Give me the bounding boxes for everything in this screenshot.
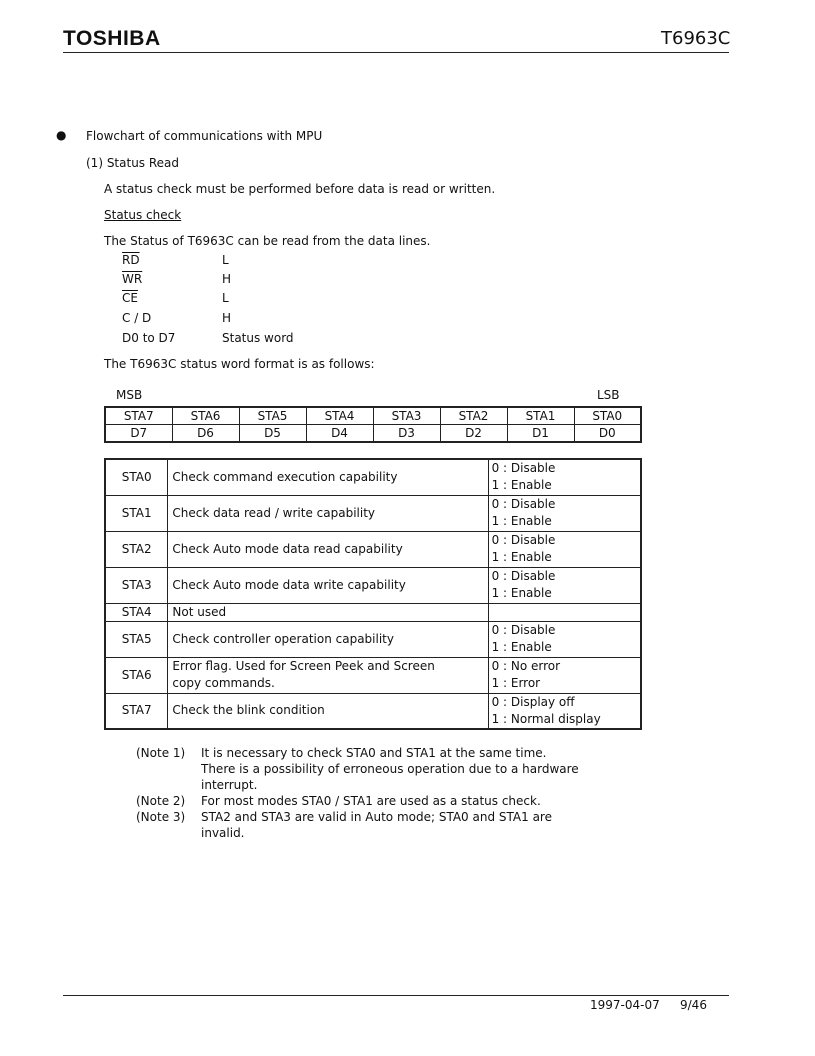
flag-description xyxy=(168,657,488,693)
flag-value-0: 0 : Disable xyxy=(491,569,556,583)
part-number: T6963C xyxy=(661,28,731,49)
word-cell-d3: D3 xyxy=(373,425,440,443)
flag-value-1: 1 : Enable xyxy=(491,640,552,654)
signal-name-wr: $\overline{WR}$ xyxy=(122,272,143,286)
word-cell-d5: D5 xyxy=(239,425,306,443)
flag-value-1: 1 : Enable xyxy=(491,478,552,493)
flag-value-0: 0 : Display off xyxy=(491,694,575,709)
flag-values xyxy=(488,459,641,495)
footer-page-number: 9/46 xyxy=(680,998,707,1012)
status-flags-table xyxy=(104,458,642,730)
note-1-line-2: There is a possibility of erroneous operation due to a hardware xyxy=(201,762,579,776)
note-3-line-2: invalid. xyxy=(201,826,245,840)
flag-name: STA7 xyxy=(105,693,168,729)
flag-value-0: 0 : Disable xyxy=(491,461,556,476)
flag-name: STA3 xyxy=(105,567,168,603)
flag-value-1: 1 : Normal display xyxy=(491,711,601,726)
flag-description: Check Auto mode data read capability xyxy=(168,531,488,567)
flag-values xyxy=(488,567,641,603)
word-cell-sta4: STA4 xyxy=(306,407,373,425)
status-check-heading: Status check xyxy=(104,208,182,222)
status-lines-intro: The Status of T6963C can be read from the data lines. xyxy=(104,234,431,248)
flag-description: Check the blink condition xyxy=(168,693,488,729)
lsb-label: LSB xyxy=(597,388,620,402)
flag-value-0: 0 : Disable xyxy=(491,533,556,547)
signal-name-data: D0 to D7 xyxy=(122,331,176,345)
status-word-sta-row xyxy=(105,407,641,425)
signal-value-cd: H xyxy=(222,311,232,325)
word-cell-sta3: STA3 xyxy=(373,407,440,425)
flag-values xyxy=(488,495,641,531)
status-word-table xyxy=(104,406,642,443)
flag-values xyxy=(488,693,641,729)
signal-value-rd: L xyxy=(222,253,229,267)
table-row xyxy=(105,459,641,495)
flag-name: STA6 xyxy=(105,657,168,693)
flag-description: Check controller operation capability xyxy=(168,621,488,657)
msb-label: MSB xyxy=(116,388,143,402)
format-intro: The T6963C status word format is as follows: xyxy=(104,357,375,371)
footer-date: 1997-04-07 xyxy=(590,998,660,1012)
flag-description-line: Error flag. Used for Screen Peek and Screen xyxy=(172,659,435,673)
brand-logo-text: TOSHIBA xyxy=(63,27,161,50)
flag-values xyxy=(488,603,641,621)
signal-name-rd: $\overline{RD}$ xyxy=(122,253,140,267)
word-cell-d4: D4 xyxy=(306,425,373,443)
table-row xyxy=(105,693,641,729)
flag-value-1: 1 : Error xyxy=(491,676,541,690)
table-row xyxy=(105,531,641,567)
header-divider xyxy=(63,52,729,53)
table-row xyxy=(105,657,641,693)
word-cell-d1: D1 xyxy=(507,425,574,443)
flag-value-0: 0 : No error xyxy=(491,659,561,673)
note-3-line-1: STA2 and STA3 are valid in Auto mode; STA0 and STA1 are xyxy=(201,810,552,824)
flag-value-1: 1 : Enable xyxy=(491,586,552,600)
signal-name-ce: $\overline{CE}$ xyxy=(122,291,138,305)
word-cell-sta0: STA0 xyxy=(574,407,641,425)
note-1-line-3: interrupt. xyxy=(201,778,258,792)
flag-description: Check data read / write capability xyxy=(168,495,488,531)
word-cell-sta1: STA1 xyxy=(507,407,574,425)
flag-value-0: 0 : Disable xyxy=(491,497,556,511)
note-2-line-1: For most modes STA0 / STA1 are used as a status check. xyxy=(201,794,541,808)
note-1-line-1: It is necessary to check STA0 and STA1 at the same time. xyxy=(201,746,547,760)
flag-description: Not used xyxy=(168,603,488,621)
status-word-d-row xyxy=(105,425,641,443)
flag-value-1: 1 : Enable xyxy=(491,550,552,564)
flag-values xyxy=(488,621,641,657)
word-cell-d7: D7 xyxy=(105,425,172,443)
table-row xyxy=(105,567,641,603)
flag-name: STA0 xyxy=(105,459,168,495)
flag-value-0: 0 : Disable xyxy=(491,623,556,637)
table-row xyxy=(105,603,641,621)
word-cell-sta2: STA2 xyxy=(440,407,507,425)
signal-name-cd: C / D xyxy=(122,311,152,325)
flag-values xyxy=(488,531,641,567)
intro-text: A status check must be performed before data is read or written. xyxy=(104,182,496,196)
flag-description-line: copy commands. xyxy=(172,676,275,690)
signal-value-data: Status word xyxy=(222,331,294,345)
flag-name: STA5 xyxy=(105,621,168,657)
signal-value-wr: H xyxy=(222,272,232,286)
word-cell-d0: D0 xyxy=(574,425,641,443)
word-cell-sta5: STA5 xyxy=(239,407,306,425)
flag-name: STA2 xyxy=(105,531,168,567)
signal-value-ce: L xyxy=(222,291,229,305)
table-row xyxy=(105,495,641,531)
word-cell-sta7: STA7 xyxy=(105,407,172,425)
word-cell-d6: D6 xyxy=(172,425,239,443)
flag-description: Check command execution capability xyxy=(168,459,488,495)
subsection-title: (1) Status Read xyxy=(86,156,180,170)
flag-values xyxy=(488,657,641,693)
note-1-label: (Note 1) xyxy=(136,746,186,760)
word-cell-sta6: STA6 xyxy=(172,407,239,425)
flag-name: STA1 xyxy=(105,495,168,531)
flag-description: Check Auto mode data write capability xyxy=(168,567,488,603)
bullet-icon: ● xyxy=(56,128,67,142)
footer-divider xyxy=(63,995,729,996)
note-3-label: (Note 3) xyxy=(136,810,186,824)
table-row xyxy=(105,621,641,657)
section-title: Flowchart of communications with MPU xyxy=(86,129,323,143)
flag-value-1: 1 : Enable xyxy=(491,514,552,528)
note-2-label: (Note 2) xyxy=(136,794,186,808)
word-cell-d2: D2 xyxy=(440,425,507,443)
flag-name: STA4 xyxy=(105,603,168,621)
